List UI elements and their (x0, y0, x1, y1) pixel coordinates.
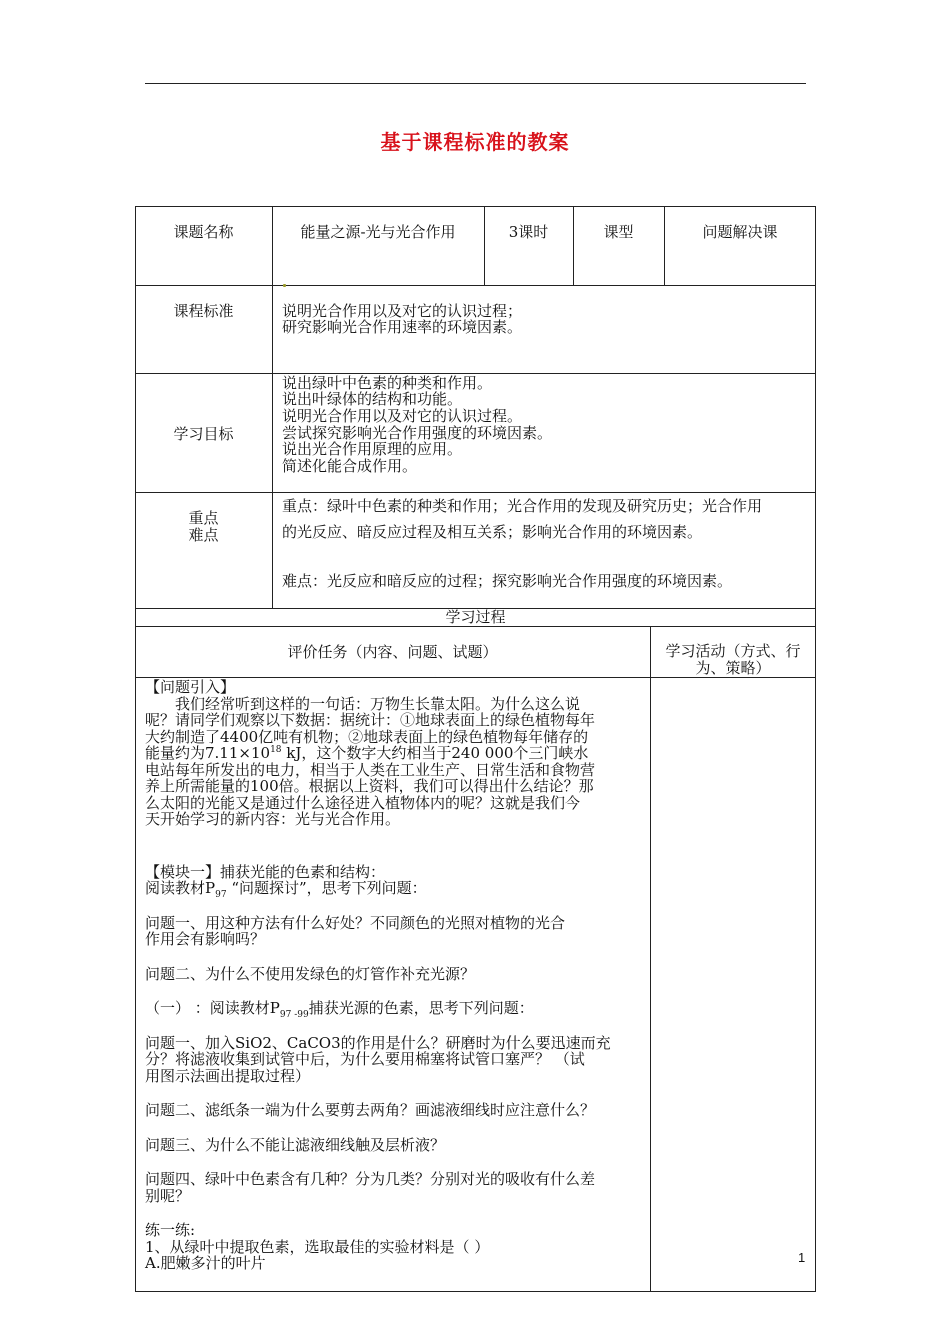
type-label: 课型 (603, 223, 634, 241)
question-line: 问题二、滤纸条一端为什么要剪去两角？画滤液细线时应注意什么？ (145, 1101, 596, 1119)
goals-label: 学习目标 (173, 425, 234, 443)
standard-label: 课程标准 (173, 302, 234, 320)
question-line: 问题三、为什么不能让滤液细线触及层析液？ (145, 1135, 446, 1154)
difficult-label: 难点 (188, 526, 219, 544)
question-line: 问题一、用这种方法有什么好处？不同颜色的光照对植物的光合 (145, 913, 566, 932)
type-value: 问题解决课 (702, 223, 778, 241)
paragraph-line: 天开始学习的新内容：光与光合作用。 (145, 810, 401, 828)
header-rule (145, 83, 806, 84)
standard-line: 说明光合作用以及对它的认识过程； (282, 302, 523, 320)
process-heading: 学习过程 (445, 608, 506, 626)
goal-line: 说出光合作用原理的应用。 (282, 440, 463, 458)
key-point-text: 的光反应、暗反应过程及相互关系；影响光合作用的环境因素。 (282, 523, 703, 541)
section-heading: 【问题引入】 (145, 678, 236, 696)
paragraph-line: 大约制造了4400亿吨有机物；②地球表面上的绿色植物每年储存的 (145, 727, 589, 746)
paragraph-line: 电站每年所发出的电力，相当于人类在工业生产、日常生活和食物营 (145, 760, 596, 779)
task-column-header: 评价任务（内容、问题、试题） (287, 643, 498, 661)
section-heading: 【模块一】捕获光能的色素和结构： (145, 862, 386, 881)
paragraph-line: 我们经常听到这样的一句话：万物生长靠太阳。为什么这么说 (175, 694, 581, 713)
key-point-text: 重点：绿叶中色素的种类和作用；光合作用的发现及研究历史；光合作用 (282, 497, 763, 515)
hours-value: 3课时 (508, 223, 549, 241)
key-label: 重点 (188, 509, 219, 527)
paragraph-line: 么太阳的光能又是通过什么途径进入植物体内的呢？这就是我们今 (145, 793, 581, 812)
question-line: 问题四、绿叶中色素含有几种？分为几类？分别对光的吸收有什么差 (145, 1170, 596, 1188)
question-line: 分？将滤液收集到试管中后，为什么要用棉塞将试管口塞严？ （试 (145, 1050, 585, 1068)
paragraph-line: 养上所需能量的100倍。根据以上资料，我们可以得出什么结论？那 (145, 777, 594, 795)
question-line: 问题一、加入SiO2、CaCO3的作用是什么？研磨时为什么要迅速而充 (145, 1033, 611, 1052)
question-line: 用图示法画出提取过程） (145, 1066, 311, 1085)
question-line: 别呢？ (145, 1186, 191, 1205)
question-line: 问题二、为什么不使用发绿色的灯管作补充光源？ (145, 964, 476, 983)
goal-line: 尝试探究影响光合作用强度的环境因素。 (282, 424, 553, 442)
paragraph-line: 能量约为$7.11\times 10^{18}$ kJ，这个数字大约相当于240 000个三门峡水 (145, 744, 589, 762)
paragraph-line: （一） ：阅读教材$P_{97 -99}$捕获光源的色素，思考下列问题： (145, 999, 534, 1020)
stray-mark (283, 284, 286, 287)
page-number: 1 (798, 1250, 806, 1265)
exercise-option: A.肥嫩多汁的叶片 (145, 1254, 266, 1272)
topic-value: 能量之源-光与光合作用 (300, 223, 456, 241)
section-heading: 练一练: (145, 1221, 196, 1239)
paragraph-line: 呢？请同学们观察以下数据：据统计：①地球表面上的绿色植物每年 (145, 711, 596, 729)
goal-line: 说出绿叶中色素的种类和作用。 (282, 374, 493, 392)
page-title: 基于课程标准的教案 (380, 130, 570, 154)
activity-column-header: 学习活动（方式、行 (665, 642, 801, 660)
goal-line: 简述化能合成作用。 (282, 457, 418, 475)
question-line: 作用会有影响吗？ (145, 930, 266, 948)
task-content (145, 679, 645, 1272)
exercise-line: 1、从绿叶中提取色素，选取最佳的实验材料是（ ） (145, 1237, 490, 1256)
difficult-point-text: 难点：光反应和暗反应的过程；探究影响光合作用强度的环境因素。 (282, 572, 733, 590)
goal-line: 说明光合作用以及对它的认识过程。 (282, 407, 523, 425)
goal-line: 说出叶绿体的结构和功能。 (282, 390, 463, 408)
standard-line: 研究影响光合作用速率的环境因素。 (282, 318, 523, 336)
paragraph-line: 阅读教材$P_{97}$ “问题探讨”，思考下列问题： (145, 879, 427, 900)
topic-label: 课题名称 (173, 223, 234, 241)
activity-column-header: 为、策略） (695, 659, 771, 677)
